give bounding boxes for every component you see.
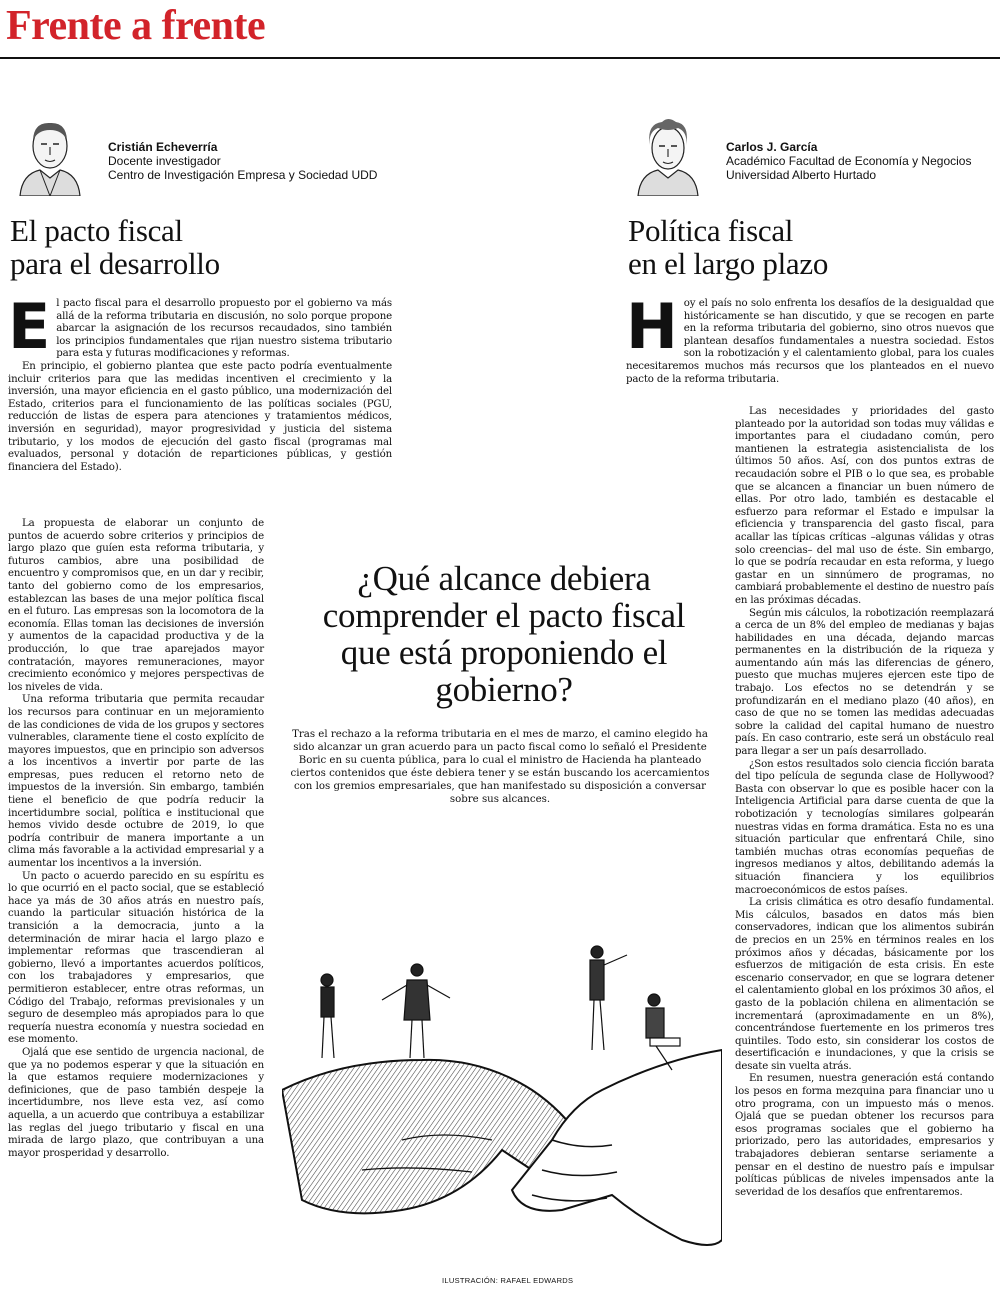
right-headline-line: Política fiscal — [628, 213, 794, 248]
right-author-name: Carlos J. García — [726, 140, 818, 154]
left-paragraph: Un pacto o acuerdo parecido en su espíritu es lo que ocurrió en el pacto social, que se estableció hace ya más de 30 años atrás en nuestro país, cuando la particular situación histórica de la transición a la democracia, junto a la determinación de mirar hacia el largo plazo e implementar reformas que trascendieran al gobierno, llevó a importantes acuerdos políticos, con los trabajadores y empresarios, que permitieron establecer, entre otras reformas, un Código del Trabajo, reformas previsionales y un seguro de desempleo más apropiados para lo que requería nuestra economía y nuestra sociedad en ese momento. — [8, 870, 264, 1046]
question-line: que está proponiendo el — [340, 633, 668, 672]
right-portrait-icon — [632, 112, 704, 196]
question-line: gobierno? — [435, 670, 573, 709]
left-headline — [10, 214, 220, 280]
center-intro: Tras el rechazo a la reforma tributaria en el mes de marzo, el camino elegido ha sido alcanzar un gran acuerdo para un pacto fiscal como lo señaló el Presidente Boric en su cuenta pública, para lo cual el ministro de Hacienda ha planteado ciertos contenidos que éste debiera tener y se están buscando los acercamientos con los gremios empresariales, que han manifestado su disposición a conversar sobre sus alcances. — [290, 729, 710, 805]
header-rule — [0, 57, 1000, 59]
section-title: Frente a frente — [6, 3, 266, 49]
illustration-credit: ILUSTRACIÓN: RAFAEL EDWARDS — [442, 1276, 574, 1285]
question-line: comprender el pacto fiscal — [322, 596, 686, 635]
left-paragraph: En principio, el gobierno plantea que este pacto podría eventualmente incluir criterios para que las medidas incentiven el crecimiento y la inversión, una mayor eficiencia en el gasto público, una modernización del Estado, criterios para el funcionamiento de las políticas sociales (PGU, reducción de listas de espera para atenciones y tratamientos médicos, inversión en seguridad), mayor progresividad y justicia del sistema tributario, y los modos de ejecución del gasto fiscal (programas mal evaluados, personal y dotación de reparticiones públicas, y gestión financiera del Estado). — [8, 360, 392, 473]
left-portrait-icon — [14, 112, 86, 196]
right-paragraph: La crisis climática es otro desafío fundamental. Mis cálculos, basados en datos más bien conservadores, indican que los alimentos subirán de precios en un 25% en términos reales en los próximos años y décadas, básicamente por los esfuerzos de mitigación de esta crisis. En este escenario conservador, en que se lograra detener el calentamiento global en los próximos 30 años, el gasto de la población chilena en alimentación se incrementará (aproximadamente en un 8%), concentrándose fuertemente en los primeros tres quintiles. Todo esto, sin considerar los costos de desertificación e inundaciones, y que la crisis se desate sin vuelta atrás. — [735, 897, 994, 1072]
handshake-illustration — [282, 940, 722, 1270]
left-paragraph: La propuesta de elaborar un conjunto de puntos de acuerdo sobre criterios y principios de largo plazo que guíen esta reforma tributaria, y futuros cambios, abre una posibilidad de encuentro y compromisos que, en un dar y recibir, tanto del gobierno como de los empresarios, establezcan las bases de una mejor política fiscal en el futuro. Las empresas son la locomotora de la economía. Ellas toman las decisiones de inversión y aumentos de la capacidad productiva y de la producción, lo que trae aparejados mayor contratación, mayores remuneraciones, mayor crecimiento económico y mejores perspectivas de los niveles de vida. — [8, 518, 264, 693]
left-dropcap: E — [8, 290, 51, 363]
center-question — [274, 560, 734, 708]
right-paragraph: oy el país no solo enfrenta los desafíos de la desigualdad que históricamente se han discutido, y que se recogen en parte en la reforma tributaria del gobierno, sino otros nuevos que plantean desafíos fundamentales a nuestra sociedad. Estos son la robotización y el calentamiento global, para los cuales necesitaremos muchos más recursos que los planteados en el nuevo pacto de la reforma tributaria. — [626, 298, 994, 385]
right-article-bottom — [735, 406, 994, 1199]
left-headline-line: El pacto fiscal — [10, 213, 183, 248]
right-paragraph: Las necesidades y prioridades del gasto planteado por la autoridad son todas muy válidas e importantes para el ciudadano común, pero mantienen la estrategia asistencialista de los últimos 50 años. Así, con dos puntos extras de recaudación sobre el PIB o lo que sea, es probable que se alcancen a financiar un buen número de ellas. Por otro lado, también es destacable el esfuerzo para reformar el Estado e impulsar la eficiencia y transparencia del gasto fiscal, para acallar las típicas críticas –algunas válidas y otras solo creencias– del mal uso de éste. Sin embargo, lo que se podría recaudar en esta reforma, y luego gastar en un sinnúmero de programas, no cambiará probablemente el destino de nuestro país en las próximas décadas. — [735, 406, 994, 606]
left-paragraph: Ojalá que ese sentido de urgencia nacional, de que ya no podemos esperar y que la situación en la que estamos requiere modernizaciones y definiciones, que de paso también despeje la incertidumbre, nos lleve esta vez, así como aquella, a un acuerdo que contribuya a estabilizar las reglas del juego tributario y fiscal en una mirada de largo plazo, que contribuyan a una mayor prosperidad y desarrollo. — [8, 1046, 264, 1159]
left-author-name: Cristián Echeverría — [108, 140, 218, 154]
right-author — [726, 140, 971, 182]
left-article-bottom — [8, 518, 264, 1160]
left-headline-line: para el desarrollo — [10, 246, 220, 281]
left-article-top — [8, 290, 392, 474]
right-article-top — [626, 290, 994, 386]
left-paragraph: Una reforma tributaria que permita recaudar los recursos para continuar en un mejoramiento de las condiciones de vida de los grupos y sectores vulnerables, claramente tiene el costo explícito de mayores impuestos, que en principio son adversos a los incentivos a invertir por parte de las empresas, pues reducen el retorno neto de impuestos de la inversión. Sin embargo, también tiene el beneficio de que podría reducir la incertidumbre social, política e institucional que hemos vivido desde octubre de 2019, lo que podría contribuir de manera importante a un clima más favorable a la actividad empresarial y a aumentar los incentivos a la inversión. — [8, 694, 264, 870]
right-author-role: Académico Facultad de Economía y Negocios — [726, 154, 972, 168]
right-paragraph: ¿Son estos resultados solo ciencia ficción barata del tipo película de segunda clase de Hollywood? Basta con observar lo que es posible hacer con la Inteligencia Artificial para darse cuenta de que la robotización y tecnologías similares golpearán nuestras vidas en forma dramática. Esta no es una situación particular que enfrentará Chile, sino también muchas otras economías pequeñas de ingresos medianos y altos, debilitando además la situación financiera y los equilibrios macroeconómicos de estos países. — [735, 758, 994, 896]
left-paragraph: l pacto fiscal para el desarrollo propuesto por el gobierno va más allá de la reforma tributaria en discusión, no solo porque propone abarcar la asignación de los recursos recaudados, sino también los principios fundamentales que rijan nuestro sistema tributario para esta y futuras modificaciones y reformas. — [56, 298, 392, 360]
left-author-role: Docente investigador — [108, 154, 221, 168]
left-author — [108, 140, 377, 182]
right-headline-line: en el largo plazo — [628, 246, 829, 281]
right-dropcap: H — [626, 290, 678, 363]
right-paragraph: Según mis cálculos, la robotización reemplazará a cerca de un 8% del empleo de medianas y bajas habilidades en una década, dejando marcas permanentes en la distribución de la riqueza y aumentando aún más las diferencias de género, puesto que muchas mujeres ejercen este tipo de trabajo. Los efectos no se detendrán y se profundizarán en el mediano plazo (40 años), en caso de que no se tomen las medidas adecuadas sobre la calidad del capital humano de nuestro país. En caso contrario, este será un obstáculo real para llegar a ser un país desarrollado. — [735, 607, 994, 758]
right-author-org: Universidad Alberto Hurtado — [726, 168, 877, 182]
right-headline — [628, 214, 828, 280]
left-author-org: Centro de Investigación Empresa y Sociedad UDD — [108, 168, 378, 182]
right-paragraph: En resumen, nuestra generación está contando los pesos en forma mezquina para financiar uno u otro programa, con un impuesto más o menos. Ojalá que se puedan obtener los recursos para esos programas sociales que el gobierno ha priorizado, pero las autoridades, empresarios y trabajadores debieran sentarse seriamente a pensar en el destino de nuestro país e impulsar políticas públicas de niveles impensados ante la severidad de los desafíos que enfrentaremos. — [735, 1073, 994, 1198]
question-line: ¿Qué alcance debiera — [357, 559, 651, 598]
